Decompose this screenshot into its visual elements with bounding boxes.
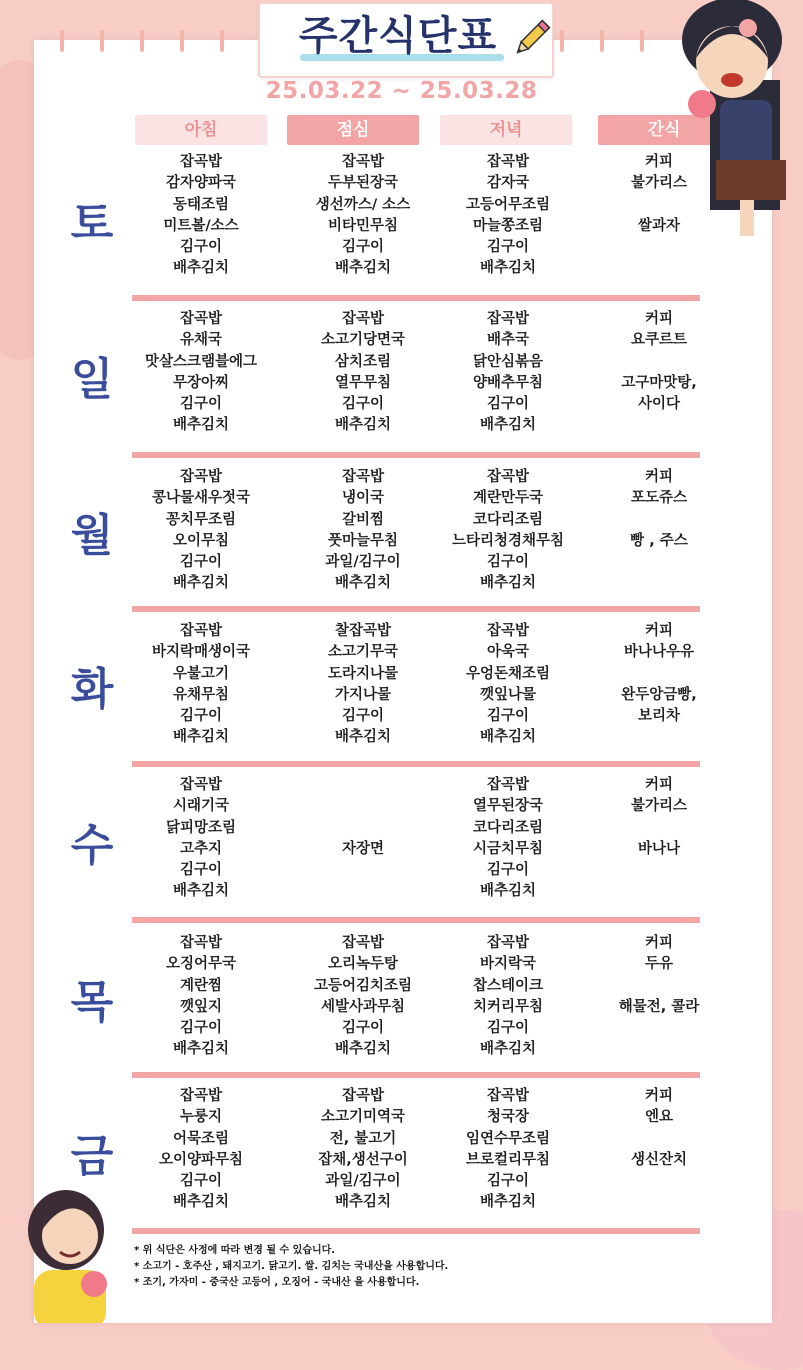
menu-item: 마늘쫑조림 [472, 217, 544, 234]
menu-item: 바나나우유 [623, 644, 695, 661]
menu-item: 아욱국 [486, 644, 530, 661]
menu-item: 배추김치 [479, 575, 537, 592]
row-divider [132, 295, 700, 301]
menu-item: 세발사과무침 [320, 998, 406, 1015]
menu-item: 풋마늘무침 [327, 532, 399, 549]
menu-item: 쌀과자 [637, 217, 681, 234]
menu-item: 누룽지 [179, 1109, 223, 1126]
menu-item: 김구이 [486, 1020, 530, 1037]
menu-item: 잡곡밥 [486, 154, 530, 170]
menu-item: 커피 [644, 935, 673, 951]
note-line: * 조기, 가자미 - 중국산 고등어 , 오징어 - 국내산 을 사용합니다. [134, 1277, 420, 1288]
menu-item: 김구이 [179, 554, 223, 571]
menu-item [574, 976, 744, 997]
menu-item: 김구이 [179, 862, 223, 879]
menu-item: 김구이 [341, 1020, 385, 1037]
row-divider [132, 606, 700, 612]
menu-item: 엔요 [644, 1109, 673, 1126]
menu-item: 김구이 [179, 1020, 223, 1037]
menu-cell [574, 933, 744, 1061]
menu-item: 도라지나물 [327, 665, 399, 682]
menu-item: 포도쥬스 [630, 490, 688, 507]
day-label: 금 [70, 1131, 114, 1182]
menu-item: 갈비찜 [341, 511, 385, 528]
menu-item: 완두앙금빵, [621, 686, 697, 703]
menu-item [574, 415, 744, 436]
menu-item: 오징어무국 [165, 956, 237, 973]
menu-item: 고등어무조림 [465, 196, 551, 213]
menu-item [574, 818, 744, 839]
menu-item: 꽁치무조림 [165, 511, 237, 528]
menu-item [574, 237, 744, 258]
menu-item: 배추김치 [479, 1194, 537, 1211]
menu-item [574, 860, 744, 881]
row-divider [132, 917, 700, 923]
menu-cell [116, 775, 286, 903]
menu-item: 오이양파무침 [158, 1151, 244, 1168]
menu-item: 시래기국 [172, 798, 230, 815]
menu-item: 배추김치 [479, 883, 537, 900]
menu-item: 김구이 [341, 239, 385, 256]
menu-item: 시금치무침 [472, 840, 544, 857]
menu-item: 빵 , 주스 [630, 532, 688, 549]
menu-item: 배추김치 [479, 260, 537, 277]
menu-cell [574, 1086, 744, 1214]
menu-item: 감자국 [486, 175, 530, 192]
day-label: 수 [70, 820, 114, 871]
menu-item: 코다리조림 [472, 819, 544, 836]
menu-item: 바나나 [637, 840, 681, 857]
menu-cell [116, 621, 286, 749]
menu-item: 브로컬리무침 [465, 1151, 551, 1168]
menu-item: 배추김치 [172, 1041, 230, 1058]
menu-cell [116, 1086, 286, 1214]
menu-item: 어묵조림 [172, 1130, 230, 1147]
menu-item: 잡곡밥 [486, 935, 530, 951]
menu-item: 배추김치 [479, 729, 537, 746]
menu-item: 커피 [644, 777, 673, 793]
menu-item: 김구이 [486, 239, 530, 256]
menu-item: 우불고기 [172, 665, 230, 682]
menu-item: 배추김치 [172, 729, 230, 746]
menu-item: 오리녹두탕 [327, 956, 399, 973]
menu-cell [423, 775, 593, 903]
menu-item: 잡곡밥 [486, 1088, 530, 1104]
menu-cell [423, 621, 593, 749]
menu-item: 전, 불고기 [329, 1130, 397, 1147]
menu-item: 김구이 [486, 708, 530, 725]
menu-item: 깻잎지 [179, 998, 223, 1015]
menu-item: 불가리스 [630, 175, 688, 192]
menu-item: 잡곡밥 [179, 623, 223, 639]
menu-cell [423, 309, 593, 437]
menu-item [574, 258, 744, 279]
menu-item: 잡곡밥 [341, 311, 385, 327]
binder-ring [220, 30, 224, 52]
menu-item: 보리차 [637, 708, 681, 725]
menu-item: 깻잎나물 [479, 686, 537, 703]
menu-item [574, 352, 744, 373]
menu-item: 동태조림 [172, 196, 230, 213]
girl-illustration-top [660, 0, 803, 240]
menu-item: 찰잡곡밥 [334, 623, 392, 639]
row-divider [132, 1228, 700, 1234]
row-divider [132, 452, 700, 458]
menu-item [574, 664, 744, 685]
binder-ring [600, 30, 604, 52]
menu-item: 미트볼/소스 [163, 217, 239, 234]
binder-ring [180, 30, 184, 52]
menu-cell [574, 309, 744, 437]
day-label: 화 [70, 664, 114, 715]
menu-item: 두부된장국 [327, 175, 399, 192]
header-snack: 간식 [598, 115, 730, 145]
menu-item: 잡곡밥 [179, 469, 223, 485]
binder-ring [560, 30, 564, 52]
menu-item: 잡곡밥 [179, 1088, 223, 1104]
menu-item: 잡곡밥 [179, 311, 223, 327]
menu-item: 김구이 [486, 554, 530, 571]
menu-item: 배추김치 [172, 1194, 230, 1211]
menu-item: 커피 [644, 1088, 673, 1104]
menu-cell [116, 933, 286, 1061]
row-divider [132, 1072, 700, 1078]
menu-item: 잡곡밥 [179, 935, 223, 951]
menu-item: 콩나물새우젓국 [151, 490, 251, 507]
menu-item: 배추김치 [334, 260, 392, 277]
binder-ring [60, 30, 64, 52]
menu-item: 닭피망조림 [165, 819, 237, 836]
menu-item: 가지나물 [334, 686, 392, 703]
menu-item: 배추김치 [334, 575, 392, 592]
menu-item: 감자양파국 [165, 175, 237, 192]
menu-item: 임연수무조림 [465, 1130, 551, 1147]
menu-item [574, 1129, 744, 1150]
menu-item: 비타민무침 [327, 217, 399, 234]
menu-item: 고추지 [179, 840, 223, 857]
menu-item [574, 1192, 744, 1213]
menu-item: 배추김치 [172, 575, 230, 592]
menu-item: 청국장 [486, 1109, 530, 1126]
menu-item: 코다리조림 [472, 511, 544, 528]
menu-item: 잡곡밥 [486, 469, 530, 485]
menu-cell [574, 775, 744, 903]
menu-item: 과일/김구이 [325, 1173, 401, 1190]
menu-item: 배추김치 [334, 1041, 392, 1058]
menu-item: 우엉돈채조림 [465, 665, 551, 682]
menu-item: 잡곡밥 [486, 777, 530, 793]
menu-item: 커피 [644, 469, 673, 485]
menu-item [574, 573, 744, 594]
pencil-icon [510, 18, 552, 60]
header-lunch: 점심 [287, 115, 419, 145]
menu-item: 잡곡밥 [179, 777, 223, 793]
menu-cell [574, 467, 744, 595]
menu-cell [116, 467, 286, 595]
menu-item: 유채국 [179, 332, 223, 349]
menu-item: 김구이 [179, 708, 223, 725]
menu-item: 김구이 [179, 1173, 223, 1190]
menu-item: 생선까스/ 소스 [315, 196, 411, 213]
day-label: 일 [70, 354, 114, 405]
header-dinner: 저녁 [440, 115, 572, 145]
menu-cell [423, 467, 593, 595]
menu-cell [423, 933, 593, 1061]
menu-item: 김구이 [341, 396, 385, 413]
binder-ring [640, 30, 644, 52]
page-title: 주간식단표 [298, 13, 498, 59]
menu-item: 고등어김치조림 [313, 977, 413, 994]
menu-item: 커피 [644, 311, 673, 327]
notes [134, 1243, 448, 1291]
menu-item: 커피 [644, 623, 673, 639]
menu-cell [574, 621, 744, 749]
menu-item: 커피 [644, 154, 673, 170]
menu-item: 김구이 [179, 396, 223, 413]
menu-item: 배추김치 [479, 1041, 537, 1058]
day-label: 토 [70, 198, 114, 249]
menu-item [574, 1039, 744, 1060]
menu-item [574, 1171, 744, 1192]
menu-cell [423, 152, 593, 280]
menu-item: 배추김치 [334, 729, 392, 746]
menu-item: 오이무침 [172, 532, 230, 549]
menu-item: 냉이국 [341, 490, 385, 507]
row-divider [132, 761, 700, 767]
menu-item: 잡곡밥 [486, 623, 530, 639]
menu-item: 삼치조림 [334, 353, 392, 370]
menu-item: 열무된장국 [472, 798, 544, 815]
menu-item: 고구마맛탕, [621, 374, 697, 391]
menu-item: 열무무침 [334, 374, 392, 391]
menu-item: 바지락국 [479, 956, 537, 973]
menu-item: 잡곡밥 [486, 311, 530, 327]
menu-item: 잡곡밥 [179, 154, 223, 170]
menu-item: 두유 [644, 956, 673, 973]
menu-item: 소고기무국 [327, 644, 399, 661]
menu-item: 유채무침 [172, 686, 230, 703]
menu-item: 배추김치 [172, 883, 230, 900]
menu-item: 배추김치 [334, 1194, 392, 1211]
menu-item: 맛살스크램블에그 [144, 353, 258, 370]
menu-item: 배추김치 [479, 417, 537, 434]
menu-item: 자장면 [341, 840, 385, 857]
date-range: 25.03.22 ~ 25.03.28 [265, 78, 538, 104]
header-breakfast: 아침 [135, 115, 267, 145]
menu-item: 사이다 [637, 396, 681, 413]
menu-item: 김구이 [486, 396, 530, 413]
girl-illustration-bottom [14, 1180, 124, 1323]
menu-item [574, 1018, 744, 1039]
menu-item: 배추국 [486, 332, 530, 349]
menu-cell [116, 152, 286, 280]
menu-item: 찹스테이크 [472, 977, 544, 994]
note-line: * 소고기 - 호주산 , 돼지고기. 닭고기. 쌀. 김치는 국내산을 사용합니다. [134, 1261, 449, 1272]
menu-item: 과일/김구이 [325, 554, 401, 571]
binder-ring [100, 30, 104, 52]
menu-item: 양배추무침 [472, 374, 544, 391]
menu-item: 치커리무침 [472, 998, 544, 1015]
menu-item: 불가리스 [630, 798, 688, 815]
menu-item: 계란만두국 [472, 490, 544, 507]
menu-item: 요쿠르트 [630, 332, 688, 349]
menu-item: 김구이 [486, 862, 530, 879]
menu-item: 잡곡밥 [341, 1088, 385, 1104]
menu-item: 해물전, 콜라 [618, 998, 700, 1015]
menu-item [574, 881, 744, 902]
menu-item: 소고기당면국 [320, 332, 406, 349]
menu-item: 소고기미역국 [320, 1109, 406, 1126]
menu-item: 생신잔치 [630, 1151, 688, 1168]
menu-item: 잡곡밥 [341, 154, 385, 170]
menu-item: 닭안심볶음 [472, 353, 544, 370]
menu-item: 김구이 [486, 1173, 530, 1190]
binder-ring [140, 30, 144, 52]
menu-item: 김구이 [341, 708, 385, 725]
menu-cell [116, 309, 286, 437]
menu-item: 바지락매생이국 [151, 644, 251, 661]
menu-item [574, 727, 744, 748]
menu-cell [423, 1086, 593, 1214]
menu-item: 잡곡밥 [341, 469, 385, 485]
menu-item: 느타리청경채무침 [451, 532, 565, 549]
menu-item: 잡채,생선구이 [318, 1151, 408, 1168]
menu-item: 배추김치 [172, 417, 230, 434]
menu-item [574, 510, 744, 531]
day-label: 목 [70, 977, 114, 1028]
note-line: * 위 식단은 사정에 따라 변경 될 수 있습니다. [134, 1245, 336, 1256]
menu-item [574, 552, 744, 573]
day-label: 월 [70, 510, 114, 561]
menu-item: 무장아찌 [172, 374, 230, 391]
menu-item: 잡곡밥 [341, 935, 385, 951]
menu-item: 배추김치 [334, 417, 392, 434]
menu-item: 계란찜 [179, 977, 223, 994]
menu-item: 배추김치 [172, 260, 230, 277]
menu-item: 김구이 [179, 239, 223, 256]
